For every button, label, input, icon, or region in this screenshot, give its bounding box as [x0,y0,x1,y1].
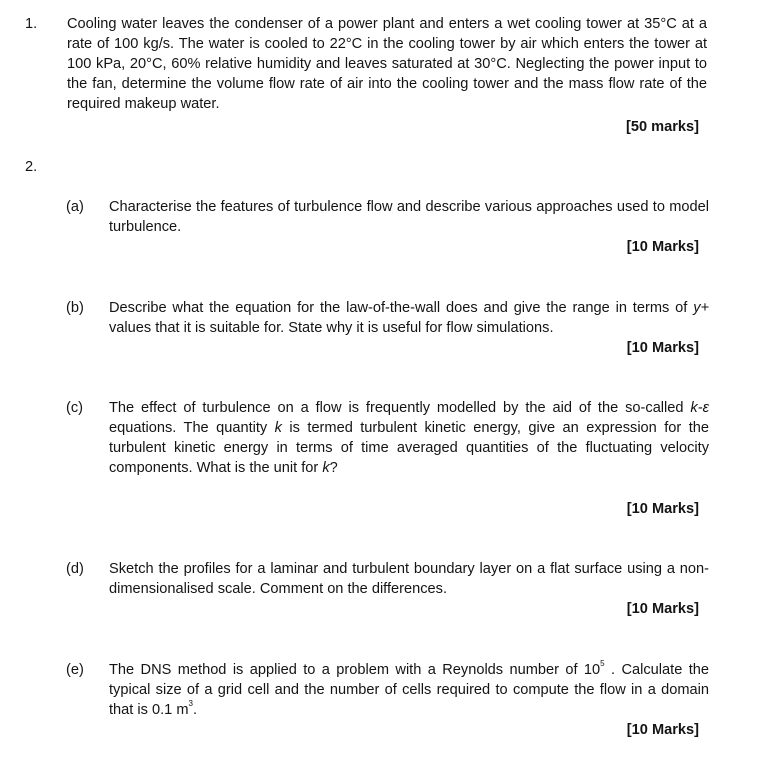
part-c-label: (c) [66,400,84,416]
part-b-text: Describe what the equation for the law-of-the-wall does and give the range in terms of y+ values that it is suitable for. State why it is useful for flow simulations. [109,300,710,336]
part-d-label: (d) [66,561,84,577]
part-d-text: Sketch the profiles for a laminar and turbulent boundary layer on a flat surface using a non-dimensionalised scale. Comment on the differences. [109,561,709,597]
part-a-text: Characterise the features of turbulence flow and describe various approaches used to model turbulence. [109,199,709,235]
part-e-marks: [10 Marks] [626,722,699,738]
question-1-number: 1. [25,16,38,32]
question-2-number: 2. [25,159,38,175]
part-e-text: The DNS method is applied to a problem with a Reynolds number of $10^5$ . Calculate the typical size of a grid cell and the number of cells required to compute the flow in a domain that is 0.1 $m^3$. [109,659,709,718]
part-a-marks: [10 Marks] [626,239,699,255]
k-symbol: k [274,420,282,436]
y-plus-symbol: y+ [693,300,710,316]
question-1-text: Cooling water leaves the condenser of a power plant and enters a wet cooling tower at 35°C at a rate of 100 kg/s. The water is cooled to 22°C in the cooling tower by air which enters the tower at 100 kPa, 20°C, 60% relative humidity and leaves saturated at 30°C. Neglecting the power input to the fan, determine the volume flow rate of air into the cooling tower and the mass flow rate of the required makeup water. [67,16,707,112]
part-c-text: The effect of turbulence on a flow is frequently modelled by the aid of the so-called k-ε equations. The quantity k is termed turbulent kinetic energy, give an expression for the turbulent kinetic energy in terms of time averaged quantities of the fluctuating velocity components. What is the unit for k? [109,400,709,476]
part-a-label: (a) [66,199,84,215]
part-d-marks: [10 Marks] [626,601,699,617]
part-c-marks: [10 Marks] [626,501,699,517]
k-symbol: k [322,460,330,476]
k-epsilon-symbol: k-ε [690,400,709,416]
volume-exponent: 3 [188,699,193,709]
part-b-label: (b) [66,300,84,316]
reynolds-exponent: 5 [600,659,605,669]
part-e-label: (e) [66,662,84,678]
part-b-marks: [10 Marks] [626,340,699,356]
question-1-marks: [50 marks] [625,119,699,135]
